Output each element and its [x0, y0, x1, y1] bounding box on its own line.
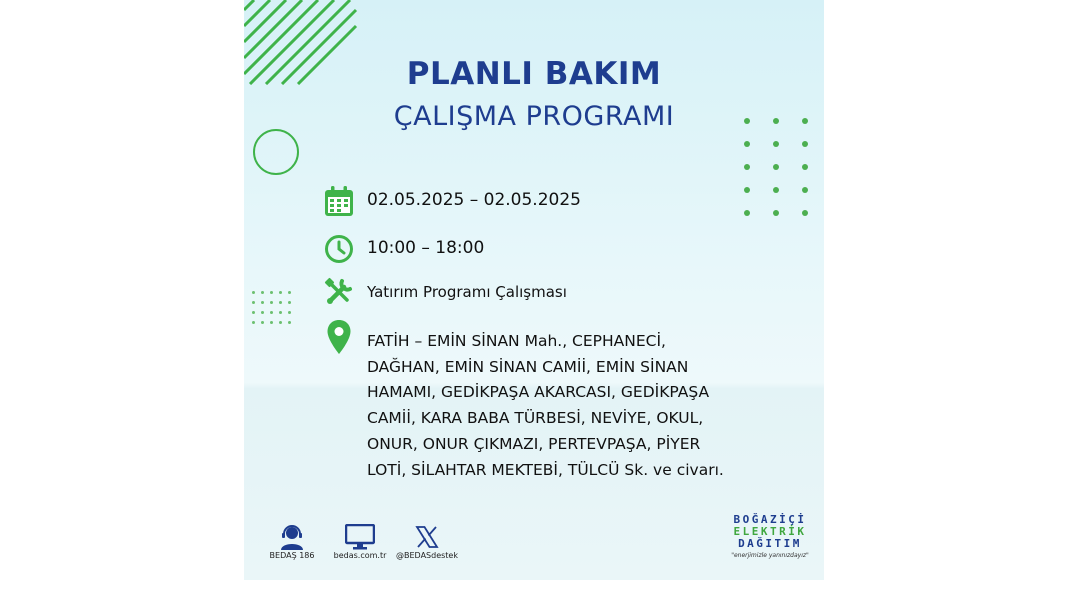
decorative-dot-grid-right [744, 118, 824, 233]
website-link[interactable] [330, 523, 390, 560]
tools-icon [324, 277, 354, 307]
logo-line-1: BOĞAZİÇİ [733, 513, 807, 526]
address-text: FATİH – EMİN SİNAN Mah., CEPHANECİ, DAĞHAN, EMİN SİNAN CAMİİ, EMİN SİNAN HAMAMI, GEDİKPAŞA AKARCASI, GEDİKPAŞA CAMİİ, KARA BABA TÜRBESİ, NEVİYE, OKUL, ONUR, ONUR ÇIKMAZI, PERTEVPAŞA, PİYER LOTİ, SİLAHTAR MEKTEBİ, TÜLCÜ Sk. ve civarı. [367, 332, 724, 479]
work-type: Yatırım Programı Çalışması [367, 283, 567, 301]
time-range: 10:00 – 18:00 [367, 238, 485, 258]
logo-tagline: "enerjimizle yanınızdayız" [731, 552, 809, 559]
location-pin-icon [324, 319, 354, 355]
page-title: PLANLI BAKIM [406, 56, 662, 92]
decorative-dot-grid-left [252, 291, 297, 331]
calendar-icon [324, 186, 354, 216]
date-range: 02.05.2025 – 02.05.2025 [367, 190, 581, 210]
date-row [324, 186, 581, 216]
announcement-card [244, 0, 824, 580]
phone-label: BEDAŞ 186 [269, 551, 315, 560]
page-subtitle: ÇALIŞMA PROGRAMI [393, 101, 675, 132]
social-link[interactable] [392, 523, 462, 560]
decorative-ring [253, 129, 299, 175]
monitor-icon [330, 523, 390, 551]
work-type-row [324, 277, 567, 307]
clock-icon [324, 234, 354, 264]
x-logo-icon [392, 523, 462, 551]
social-label: @BEDASdestek [396, 551, 458, 560]
company-logo [730, 514, 810, 559]
address-row [324, 319, 724, 479]
logo-line-2: ELEKTRİK [733, 525, 807, 538]
phone-contact[interactable] [266, 523, 318, 560]
website-label: bedas.com.tr [333, 551, 387, 560]
logo-line-3: DAĞITIM [738, 537, 802, 550]
time-row [324, 234, 485, 264]
headset-icon [266, 523, 318, 551]
